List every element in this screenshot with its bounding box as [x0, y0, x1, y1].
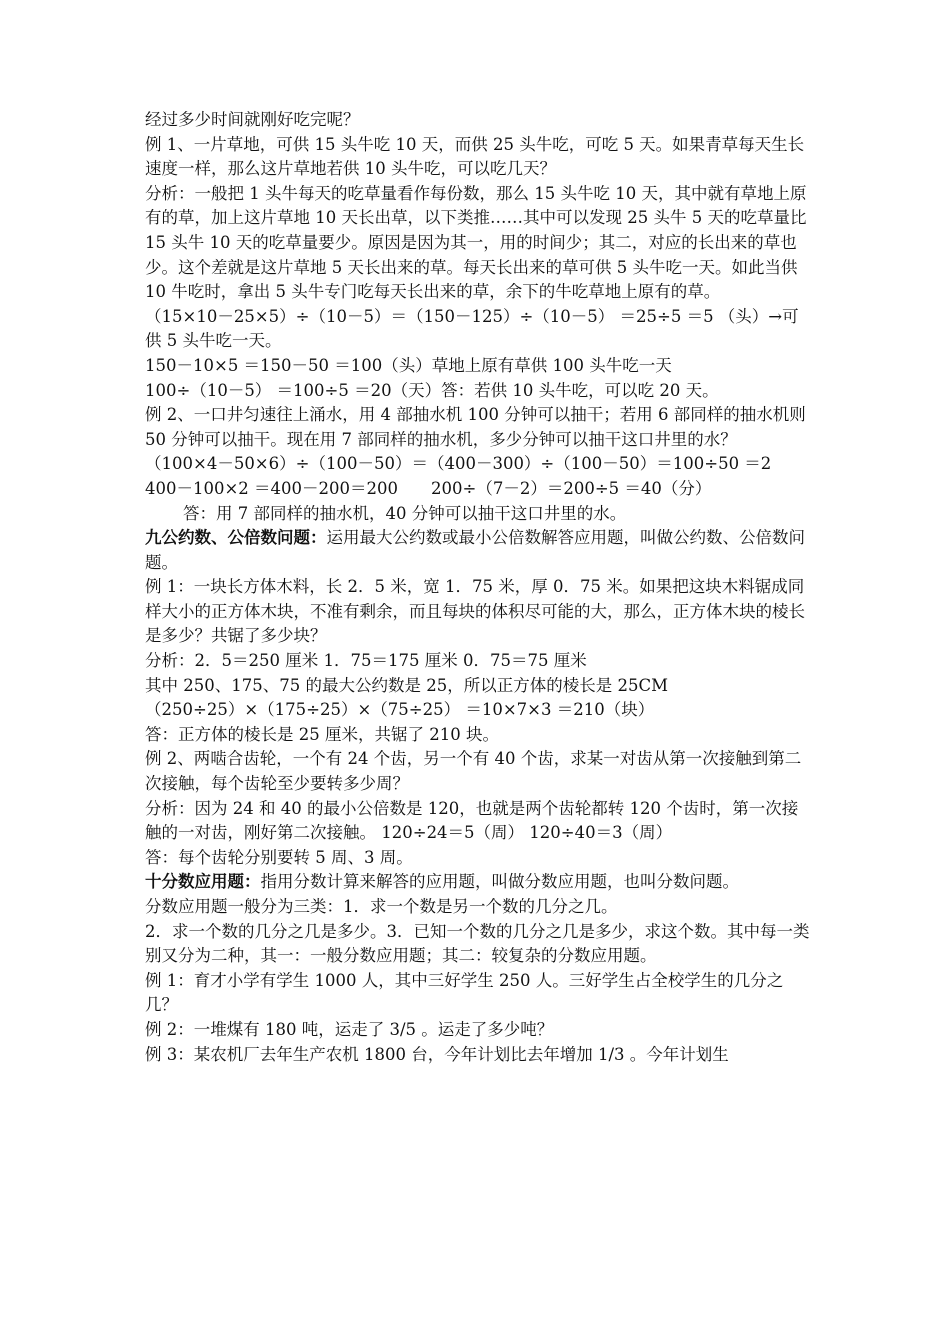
paragraph: 例 1：一块长方体木料，长 2．5 米，宽 1．75 米，厚 0．75 米。如果把这块木料锯成同样大小的正方体木块，不准有剩余，而且每块的体积尽可能的大，那么，正方体木块的棱长是多少？共锯了多少块？: [145, 577, 805, 646]
paragraph: 例 3：某农机厂去年生产农机 1800 台，今年计划比去年增加 1/3 。今年计划生: [145, 1044, 729, 1064]
paragraph: 例 2、两啮合齿轮，一个有 24 个齿，另一个有 40 个齿，求某一对齿从第一次接触到第二次接触，每个齿轮至少要转多少周？: [145, 749, 802, 794]
paragraph: 分数应用题一般分为三类：1．求一个数是另一个数的几分之几。: [145, 897, 618, 916]
paragraph: 分析：因为 24 和 40 的最小公倍数是 120，也就是两个齿轮都转 120 个齿时，第一次接触的一对齿，刚好第二次接触。 120÷24＝5（周） 120÷40＝3（周）: [145, 798, 799, 843]
paragraph: 100÷（10－5） ＝100÷5 ＝20（天）答：若供 10 头牛吃，可以吃 20 天。: [145, 380, 719, 400]
section-heading-paragraph: [145, 526, 810, 575]
paragraph: 例 2：一堆煤有 180 吨，运走了 3/5 。运走了多少吨？: [145, 1019, 554, 1039]
paragraph: 其中 250、175、75 的最大公约数是 25，所以正方体的棱长是 25CM: [145, 675, 668, 695]
paragraph: （100×4－50×6）÷（100－50）＝（400－300）÷（100－50）＝100÷50 ＝2: [145, 454, 772, 474]
paragraph: （250÷25）×（175÷25）×（75÷25） ＝10×7×3 ＝210（块）: [145, 700, 655, 720]
paragraph: 分析：2．5＝250 厘米 1．75＝175 厘米 0．75＝75 厘米: [145, 651, 587, 671]
paragraph: 2．求一个数的几分之几是多少。3．已知一个数的几分之几是多少，求这个数。其中每一类别又分为二种，其一：一般分数应用题；其二：较复杂的分数应用题。: [145, 921, 810, 966]
paragraph: 分析：一般把 1 头牛每天的吃草量看作每份数，那么 15 头牛吃 10 天，其中就有草地上原有的草，加上这片草地 10 天长出草，以下类推……其中可以发现 25 头牛 5 天的吃草量比 15 头牛 10 天的吃草量要少。原因是因为其一，用的时间少；其二，对应的长出来的草也少。这个差就是这片草地 5 天长出来的草。每天长出来的草可供 5 头牛吃一天。如此当供 10 牛吃时，拿出 5 头牛专门吃每天长出来的草，余下的牛吃草地上原有的草。: [145, 183, 807, 302]
document-body: [145, 108, 810, 1067]
section-heading-paragraph: [145, 870, 810, 895]
paragraph: 经过多少时间就刚好吃完呢？: [145, 110, 360, 129]
paragraph: 例 1：育才小学有学生 1000 人，其中三好学生 250 人。三好学生占全校学生的几分之几？: [145, 970, 784, 1015]
paragraph: （15×10－25×5）÷（10－5）＝（150－125）÷（10－5） ＝25÷5 ＝5 （头）→可供 5 头牛吃一天。: [145, 306, 799, 351]
section-heading: 十分数应用题：: [145, 872, 261, 892]
section-definition: 指用分数计算来解答的应用题，叫做分数应用题，也叫分数问题。: [260, 872, 739, 892]
paragraph: 例 2、一口井匀速往上涌水，用 4 部抽水机 100 分钟可以抽干；若用 6 部同样的抽水机则 50 分钟可以抽干。现在用 7 部同样的抽水机，多少分钟可以抽干这口井里的水？: [145, 405, 806, 449]
paragraph: 150－10×5 ＝150－50 ＝100（头）草地上原有草供 100 头牛吃一天: [145, 355, 672, 375]
section-heading: 九公约数、公倍数问题：: [145, 528, 327, 548]
paragraph: 400－100×2 ＝400－200＝200 200÷（7－2）＝200÷5 ＝40（分）: [145, 478, 712, 498]
answer-paragraph: 答：用 7 部同样的抽水机，40 分钟可以抽干这口井里的水。: [183, 503, 627, 523]
paragraph: 答：每个齿轮分别要转 5 周、3 周。: [145, 847, 413, 867]
paragraph: 例 1、一片草地，可供 15 头牛吃 10 天，而供 25 头牛吃，可吃 5 天。如果青草每天生长速度一样，那么这片草地若供 10 头牛吃，可以吃几天？: [145, 134, 805, 179]
section-definition: 运用最大公约数或最小公倍数解答应用题，叫做公约数、公倍数问题。: [145, 528, 805, 572]
paragraph: 答：正方体的棱长是 25 厘米，共锯了 210 块。: [145, 724, 499, 744]
